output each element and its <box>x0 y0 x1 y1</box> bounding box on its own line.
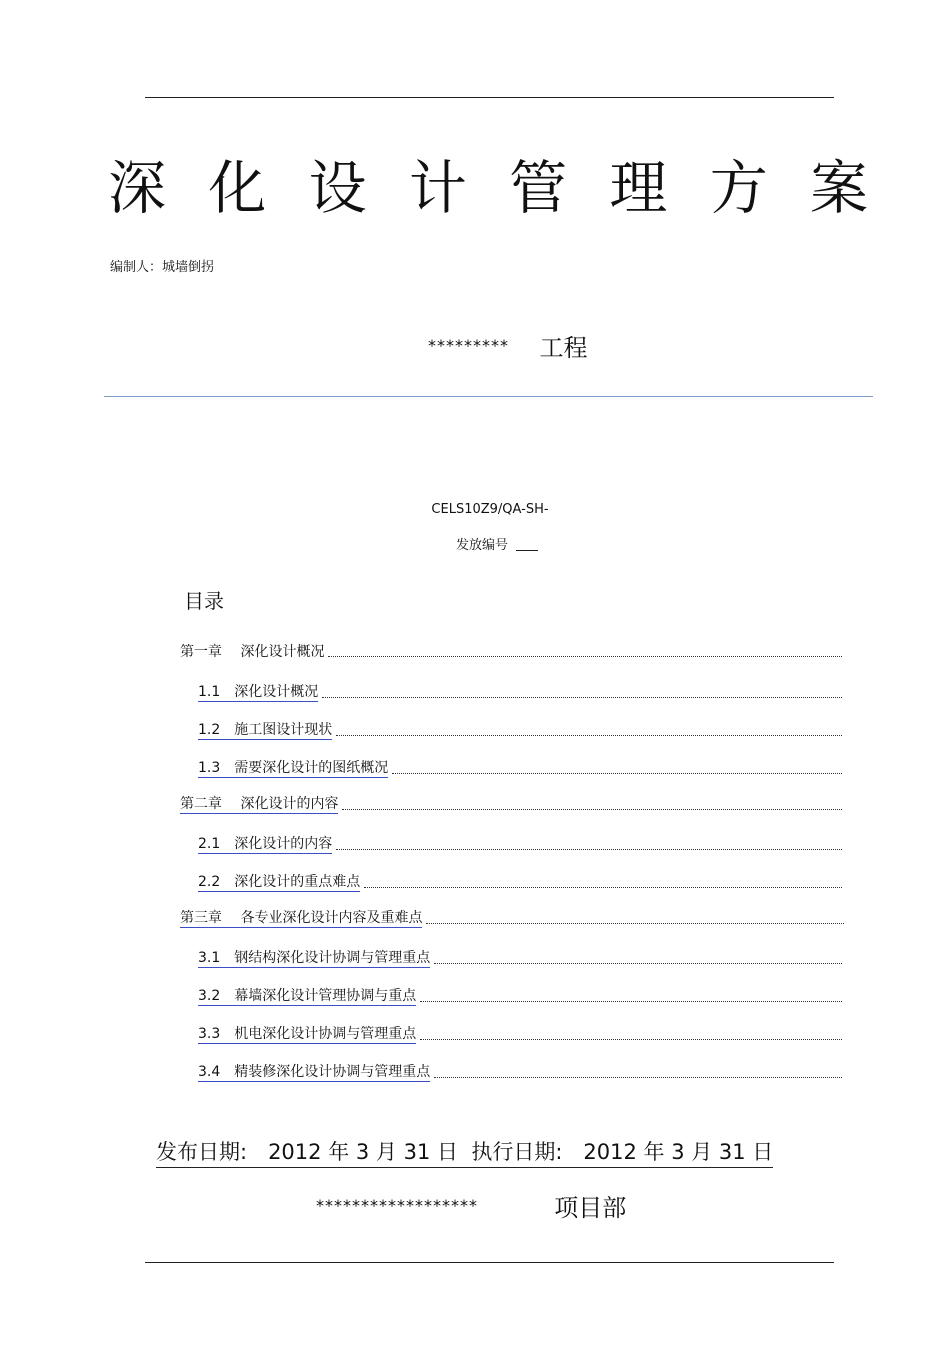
document-code: CELS10Z9/QA-SH- <box>431 502 549 517</box>
toc-leader <box>420 1001 842 1002</box>
title-char: 计 <box>408 154 467 222</box>
toc-entry-label[interactable]: 第一章 深化设计概况 <box>180 644 325 660</box>
toc-entry[interactable] <box>198 758 842 778</box>
toc-entry[interactable] <box>180 794 842 814</box>
toc-leader <box>342 809 842 810</box>
toc-entry[interactable] <box>198 986 842 1006</box>
toc-leader <box>336 849 842 850</box>
toc-leader <box>364 887 842 888</box>
toc-leader <box>426 923 844 924</box>
toc-entry-label[interactable]: 1.2 施工图设计现状 <box>198 719 332 740</box>
toc-entry[interactable] <box>198 1062 842 1082</box>
toc-heading: 目录 <box>184 589 224 613</box>
toc-entry-label[interactable]: 第二章 深化设计的内容 <box>180 793 338 814</box>
project-stars: ********* <box>428 336 509 355</box>
toc-entry[interactable] <box>198 1024 842 1044</box>
publish-dates: 发布日期: 2012 年 3 月 31 日 执行日期: 2012 年 3 月 31 日 <box>156 1136 773 1168</box>
toc-entry[interactable] <box>198 682 842 702</box>
title-char: 案 <box>809 154 868 222</box>
issue-label: 发放编号 <box>456 538 509 553</box>
toc-entry-label[interactable]: 3.2 幕墙深化设计管理协调与重点 <box>198 985 416 1006</box>
top-rule <box>145 97 834 98</box>
toc-leader <box>420 1039 842 1040</box>
toc-entry[interactable] <box>180 641 842 661</box>
toc-leader <box>434 1077 842 1078</box>
title-char: 化 <box>208 154 267 222</box>
toc-entry[interactable] <box>198 948 842 968</box>
document-title <box>108 150 868 226</box>
title-char: 管 <box>509 154 568 222</box>
title-char: 深 <box>108 154 167 222</box>
toc-entry-label[interactable]: 3.3 机电深化设计协调与管理重点 <box>198 1023 416 1044</box>
toc-entry[interactable] <box>198 872 842 892</box>
toc-entry[interactable] <box>198 720 842 740</box>
toc-entry-label[interactable]: 第三章 各专业深化设计内容及重难点 <box>180 907 422 928</box>
toc-entry-label[interactable]: 2.2 深化设计的重点难点 <box>198 871 360 892</box>
toc-entry-label[interactable]: 1.1 深化设计概况 <box>198 681 318 702</box>
toc-leader <box>434 963 842 964</box>
toc-entry[interactable] <box>198 834 842 854</box>
toc-entry-label[interactable]: 1.3 需要深化设计的图纸概况 <box>198 757 388 778</box>
toc-leader <box>392 773 842 774</box>
issue-blank <box>516 550 538 551</box>
toc-leader <box>322 697 842 698</box>
issue-number <box>456 534 538 553</box>
title-char: 设 <box>308 154 367 222</box>
toc-leader <box>336 735 842 736</box>
toc-entry-label[interactable]: 3.4 精装修深化设计协调与管理重点 <box>198 1061 430 1082</box>
department-name: 项目部 <box>554 1194 627 1222</box>
toc-entry-label[interactable]: 3.1 钢结构深化设计协调与管理重点 <box>198 947 430 968</box>
toc-entry[interactable] <box>180 908 844 928</box>
bottom-rule <box>145 1262 834 1263</box>
project-name: 工程 <box>539 334 588 362</box>
toc-leader <box>328 656 842 657</box>
project-line <box>428 328 588 363</box>
department-line <box>316 1188 626 1223</box>
title-char: 方 <box>709 154 768 222</box>
author-line: 编制人：城墙倒拐 <box>110 260 215 275</box>
section-divider <box>104 396 873 397</box>
department-stars: ****************** <box>316 1196 478 1215</box>
title-char: 理 <box>609 154 668 222</box>
toc-entry-label[interactable]: 2.1 深化设计的内容 <box>198 833 332 854</box>
